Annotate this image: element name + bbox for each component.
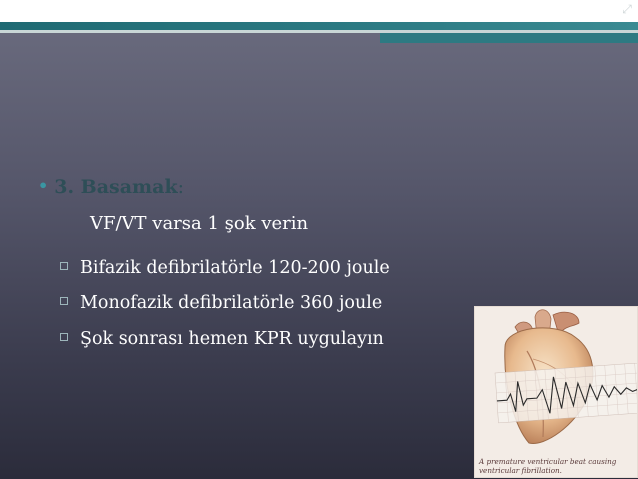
heart-illustration	[475, 307, 637, 457]
heart-ecg-figure	[474, 306, 638, 478]
heading-colon: :	[177, 176, 185, 198]
heading-text: 3. Basamak	[54, 176, 178, 198]
square-bullet-icon	[60, 297, 68, 305]
slide-subtitle: VF/VT varsa 1 şok verin	[90, 213, 309, 234]
square-bullet-icon	[60, 333, 68, 341]
slide-heading	[38, 176, 184, 198]
list-item	[60, 258, 390, 278]
square-bullet-icon	[60, 262, 68, 270]
list-item-label: Bifazik defibrilatörle 120-200 joule	[80, 258, 390, 278]
list-item	[60, 329, 384, 349]
list-item	[60, 293, 382, 313]
heading-bullet: •	[38, 176, 49, 195]
list-item-label: Monofazik defibrilatörle 360 joule	[80, 293, 383, 313]
list-item-label: Şok sonrası hemen KPR uygulayın	[80, 329, 384, 349]
figure-caption: A premature ventricular beat causing ventricular fibrillation.	[479, 457, 617, 475]
expand-icon[interactable]: ⤢	[622, 2, 632, 16]
